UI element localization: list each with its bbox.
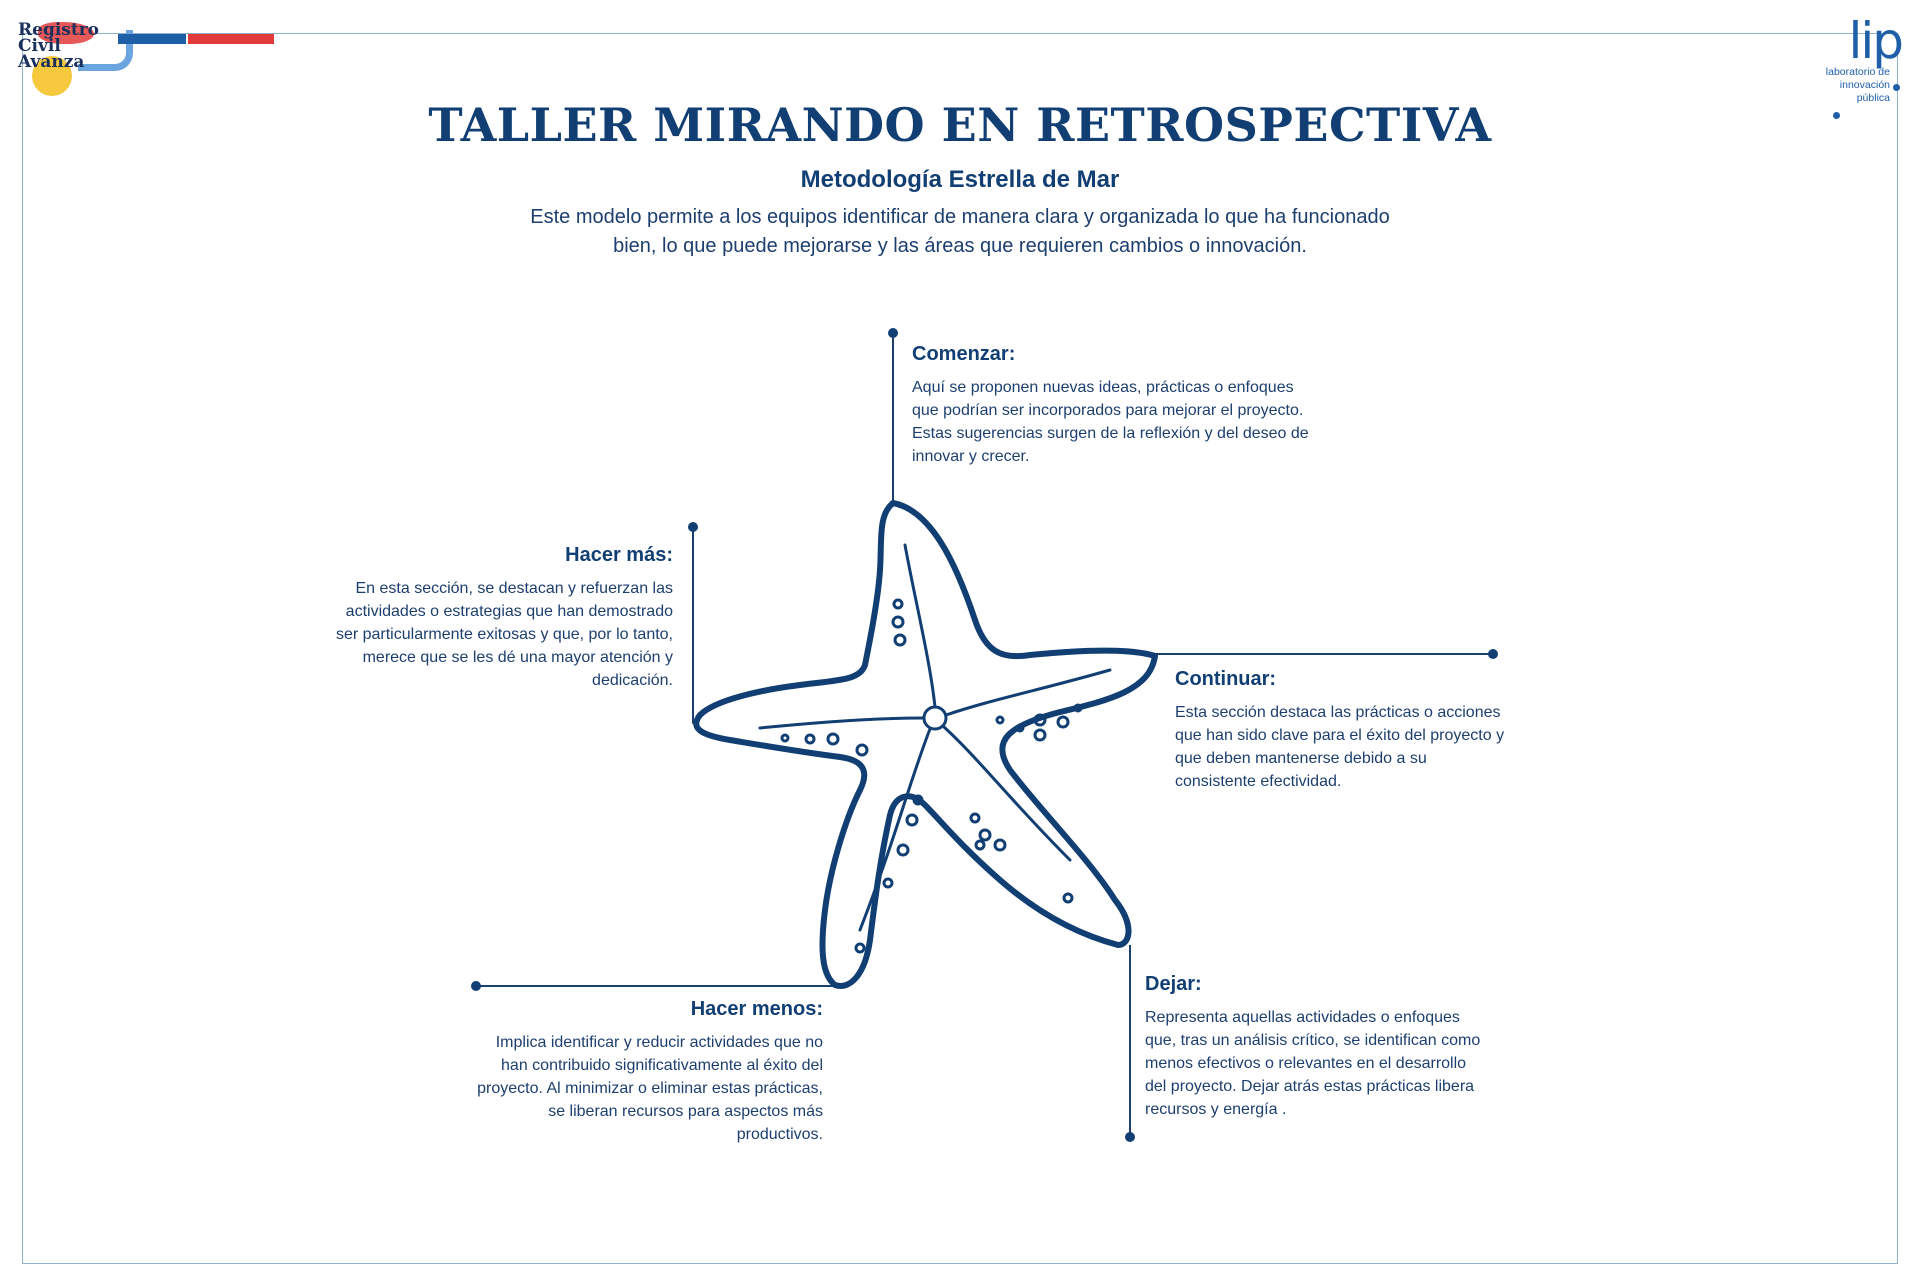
connector-dot-hacer-menos bbox=[471, 981, 481, 991]
lip-logo-sub2: innovación bbox=[1839, 79, 1890, 91]
lip-logo-sub3: pública bbox=[1856, 92, 1890, 104]
section-dejar bbox=[1145, 973, 1490, 1121]
connector-dot-comenzar bbox=[888, 328, 898, 338]
logo-left-text: Registro Civil Avanza bbox=[18, 20, 100, 72]
section-hacer-menos bbox=[473, 998, 823, 1146]
intro-paragraph: Este modelo permite a los equipos identificar de manera clara y organizada lo que ha funcionado bien, lo que puede mejorarse y las áreas que requieren cambios o innovación. bbox=[530, 206, 1390, 257]
section-comenzar-text: Aquí se proponen nuevas ideas, prácticas o enfoques que podrían ser incorporados para mejorar el proyecto. Estas sugerencias surgen de la reflexión y del deseo de innovar y crecer. bbox=[912, 379, 1309, 465]
section-comenzar bbox=[912, 343, 1312, 468]
section-continuar-text: Esta sección destaca las prácticas o acciones que han sido clave para el éxito del proyecto y que deben mantenerse debido a su consistente efectividad. bbox=[1175, 704, 1505, 790]
section-hacer-menos-heading: Hacer menos: bbox=[690, 998, 823, 1020]
section-hacer-mas-heading: Hacer más: bbox=[565, 544, 673, 566]
connector-dot-hacer-mas bbox=[688, 522, 698, 532]
lip-logo-main: lip bbox=[1848, 12, 1902, 70]
section-hacer-menos-text: Implica identificar y reducir actividades que no han contribuido significativamente al éxito del proyecto. Al minimizar o eliminar estas prácticas, se liberan recursos para aspectos más productivos. bbox=[477, 1034, 823, 1143]
connector-hacer-mas bbox=[693, 527, 710, 722]
section-comenzar-heading: Comenzar: bbox=[912, 343, 1016, 365]
section-dejar-heading: Dejar: bbox=[1145, 973, 1202, 995]
connector-dot-continuar bbox=[1488, 649, 1498, 659]
page-title: TALLER MIRANDO EN RETROSPECTIVA bbox=[428, 98, 1492, 152]
section-continuar bbox=[1175, 668, 1505, 793]
section-dejar-text: Representa aquellas actividades o enfoques que, tras un análisis crítico, se identifican como menos efectivos o relevantes en el desarrollo del proyecto. Dejar atrás estas prácticas libera recursos y energía . bbox=[1145, 1009, 1481, 1118]
section-hacer-mas-text: En esta sección, se destacan y refuerzan las actividades o estrategias que han demostrado ser particularmente exitosas y que, por lo tanto, merece que se les dé una mayor atención y dedicación. bbox=[335, 580, 673, 689]
section-hacer-mas bbox=[333, 544, 673, 692]
connector-dot-dejar bbox=[1125, 1132, 1135, 1142]
page-subtitle: Metodología Estrella de Mar bbox=[800, 166, 1120, 193]
lip-logo-sub1: laboratorio de bbox=[1825, 66, 1890, 78]
section-continuar-heading: Continuar: bbox=[1175, 668, 1277, 690]
